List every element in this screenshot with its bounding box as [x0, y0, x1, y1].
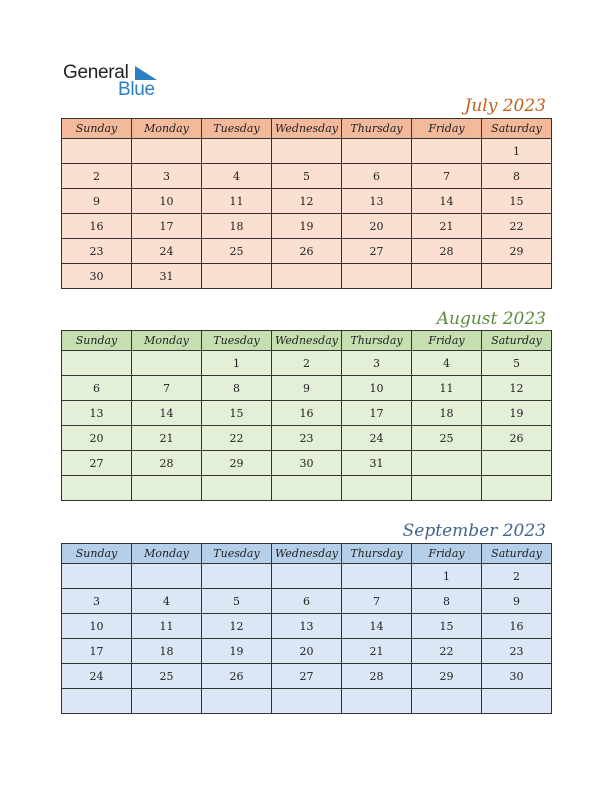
day-cell	[132, 476, 202, 501]
day-cell: 16	[272, 401, 342, 426]
day-cell: 11	[412, 376, 482, 401]
day-cell: 12	[482, 376, 552, 401]
day-cell	[272, 264, 342, 289]
week-row	[62, 401, 552, 426]
logo-triangle-icon	[135, 66, 157, 80]
day-cell	[482, 451, 552, 476]
weekday-header: Tuesday	[202, 544, 272, 564]
day-cell	[482, 476, 552, 501]
day-cell: 5	[202, 589, 272, 614]
day-cell: 9	[62, 189, 132, 214]
generalblue-logo	[63, 62, 163, 100]
week-row	[62, 164, 552, 189]
day-cell	[272, 564, 342, 589]
month-title-august: August 2023	[436, 309, 546, 329]
week-row	[62, 376, 552, 401]
day-cell: 3	[132, 164, 202, 189]
week-row	[62, 139, 552, 164]
weekday-header: Saturday	[482, 544, 552, 564]
day-cell: 6	[62, 376, 132, 401]
weekday-header: Thursday	[342, 331, 412, 351]
month-title-september: September 2023	[402, 521, 546, 541]
day-cell	[202, 564, 272, 589]
weekday-header: Wednesday	[272, 544, 342, 564]
day-cell: 10	[132, 189, 202, 214]
day-cell	[62, 139, 132, 164]
week-row	[62, 476, 552, 501]
weekday-header: Saturday	[482, 331, 552, 351]
day-cell: 23	[482, 639, 552, 664]
day-cell: 26	[482, 426, 552, 451]
day-cell: 27	[62, 451, 132, 476]
day-cell: 24	[342, 426, 412, 451]
day-cell: 27	[272, 664, 342, 689]
day-cell: 14	[132, 401, 202, 426]
day-cell: 25	[132, 664, 202, 689]
day-cell: 9	[272, 376, 342, 401]
day-cell: 9	[482, 589, 552, 614]
weekday-header-row	[62, 119, 552, 139]
day-cell: 2	[482, 564, 552, 589]
week-row	[62, 264, 552, 289]
day-cell: 21	[342, 639, 412, 664]
day-cell	[132, 139, 202, 164]
day-cell	[412, 139, 482, 164]
day-cell	[482, 264, 552, 289]
day-cell: 10	[62, 614, 132, 639]
day-cell: 8	[482, 164, 552, 189]
day-cell: 31	[132, 264, 202, 289]
day-cell	[132, 564, 202, 589]
day-cell: 25	[202, 239, 272, 264]
day-cell	[342, 139, 412, 164]
day-cell: 19	[272, 214, 342, 239]
month-title-july: July 2023	[464, 96, 546, 116]
week-row	[62, 451, 552, 476]
day-cell: 18	[202, 214, 272, 239]
day-cell	[482, 689, 552, 714]
weekday-header: Tuesday	[202, 331, 272, 351]
day-cell: 21	[132, 426, 202, 451]
week-row	[62, 239, 552, 264]
weekday-header: Sunday	[62, 544, 132, 564]
logo-text-general: General	[63, 62, 129, 83]
weekday-header: Thursday	[342, 544, 412, 564]
day-cell: 30	[62, 264, 132, 289]
week-row	[62, 214, 552, 239]
day-cell: 22	[482, 214, 552, 239]
day-cell	[62, 564, 132, 589]
day-cell: 16	[482, 614, 552, 639]
weekday-header-row	[62, 544, 552, 564]
day-cell	[272, 689, 342, 714]
week-row	[62, 564, 552, 589]
day-cell	[132, 351, 202, 376]
day-cell: 22	[202, 426, 272, 451]
day-cell: 13	[342, 189, 412, 214]
week-row	[62, 664, 552, 689]
day-cell: 20	[342, 214, 412, 239]
day-cell: 7	[342, 589, 412, 614]
day-cell: 2	[62, 164, 132, 189]
day-cell	[62, 476, 132, 501]
day-cell: 15	[482, 189, 552, 214]
day-cell	[202, 476, 272, 501]
day-cell: 31	[342, 451, 412, 476]
day-cell: 1	[482, 139, 552, 164]
day-cell: 21	[412, 214, 482, 239]
day-cell	[342, 689, 412, 714]
day-cell	[202, 264, 272, 289]
day-cell: 17	[132, 214, 202, 239]
day-cell	[342, 264, 412, 289]
day-cell: 6	[272, 589, 342, 614]
weekday-header: Saturday	[482, 119, 552, 139]
day-cell	[272, 476, 342, 501]
weekday-header-row	[62, 331, 552, 351]
day-cell: 20	[62, 426, 132, 451]
day-cell: 15	[412, 614, 482, 639]
day-cell	[412, 689, 482, 714]
day-cell	[62, 351, 132, 376]
calendar-august	[61, 330, 552, 501]
day-cell: 1	[412, 564, 482, 589]
weekday-header: Friday	[412, 119, 482, 139]
day-cell	[62, 689, 132, 714]
weekday-header: Tuesday	[202, 119, 272, 139]
logo-text-blue: Blue	[118, 79, 155, 100]
weekday-header: Wednesday	[272, 119, 342, 139]
week-row	[62, 639, 552, 664]
day-cell: 14	[342, 614, 412, 639]
day-cell	[342, 476, 412, 501]
weekday-header: Wednesday	[272, 331, 342, 351]
day-cell: 4	[132, 589, 202, 614]
day-cell: 19	[482, 401, 552, 426]
day-cell: 11	[132, 614, 202, 639]
weekday-header: Friday	[412, 544, 482, 564]
day-cell: 13	[272, 614, 342, 639]
week-row	[62, 689, 552, 714]
day-cell: 11	[202, 189, 272, 214]
day-cell: 3	[62, 589, 132, 614]
weekday-header: Monday	[132, 331, 202, 351]
day-cell: 10	[342, 376, 412, 401]
day-cell: 19	[202, 639, 272, 664]
day-cell: 8	[202, 376, 272, 401]
day-cell: 28	[412, 239, 482, 264]
week-row	[62, 189, 552, 214]
day-cell	[412, 264, 482, 289]
day-cell: 1	[202, 351, 272, 376]
day-cell: 29	[412, 664, 482, 689]
day-cell: 30	[482, 664, 552, 689]
day-cell: 16	[62, 214, 132, 239]
weekday-header: Friday	[412, 331, 482, 351]
weekday-header: Monday	[132, 544, 202, 564]
day-cell: 20	[272, 639, 342, 664]
day-cell: 26	[202, 664, 272, 689]
day-cell: 14	[412, 189, 482, 214]
day-cell: 27	[342, 239, 412, 264]
day-cell: 23	[272, 426, 342, 451]
day-cell: 12	[202, 614, 272, 639]
weekday-header: Sunday	[62, 119, 132, 139]
day-cell: 29	[202, 451, 272, 476]
day-cell: 25	[412, 426, 482, 451]
day-cell: 18	[132, 639, 202, 664]
weekday-header: Thursday	[342, 119, 412, 139]
weekday-header: Sunday	[62, 331, 132, 351]
day-cell: 29	[482, 239, 552, 264]
day-cell	[412, 476, 482, 501]
day-cell: 6	[342, 164, 412, 189]
day-cell	[412, 451, 482, 476]
week-row	[62, 426, 552, 451]
day-cell: 5	[272, 164, 342, 189]
day-cell: 23	[62, 239, 132, 264]
day-cell: 26	[272, 239, 342, 264]
week-row	[62, 614, 552, 639]
weekday-header: Monday	[132, 119, 202, 139]
day-cell: 7	[412, 164, 482, 189]
day-cell: 28	[342, 664, 412, 689]
calendar-september	[61, 543, 552, 714]
week-row	[62, 351, 552, 376]
day-cell: 18	[412, 401, 482, 426]
day-cell	[132, 689, 202, 714]
day-cell: 28	[132, 451, 202, 476]
day-cell: 17	[342, 401, 412, 426]
day-cell: 12	[272, 189, 342, 214]
week-row	[62, 589, 552, 614]
calendar-july	[61, 118, 552, 289]
day-cell	[272, 139, 342, 164]
day-cell	[202, 139, 272, 164]
day-cell: 8	[412, 589, 482, 614]
day-cell: 15	[202, 401, 272, 426]
day-cell: 24	[132, 239, 202, 264]
day-cell: 24	[62, 664, 132, 689]
day-cell: 7	[132, 376, 202, 401]
day-cell: 4	[202, 164, 272, 189]
day-cell: 3	[342, 351, 412, 376]
day-cell: 17	[62, 639, 132, 664]
day-cell: 30	[272, 451, 342, 476]
day-cell: 2	[272, 351, 342, 376]
day-cell	[342, 564, 412, 589]
day-cell: 4	[412, 351, 482, 376]
day-cell: 13	[62, 401, 132, 426]
day-cell	[202, 689, 272, 714]
day-cell: 22	[412, 639, 482, 664]
day-cell: 5	[482, 351, 552, 376]
